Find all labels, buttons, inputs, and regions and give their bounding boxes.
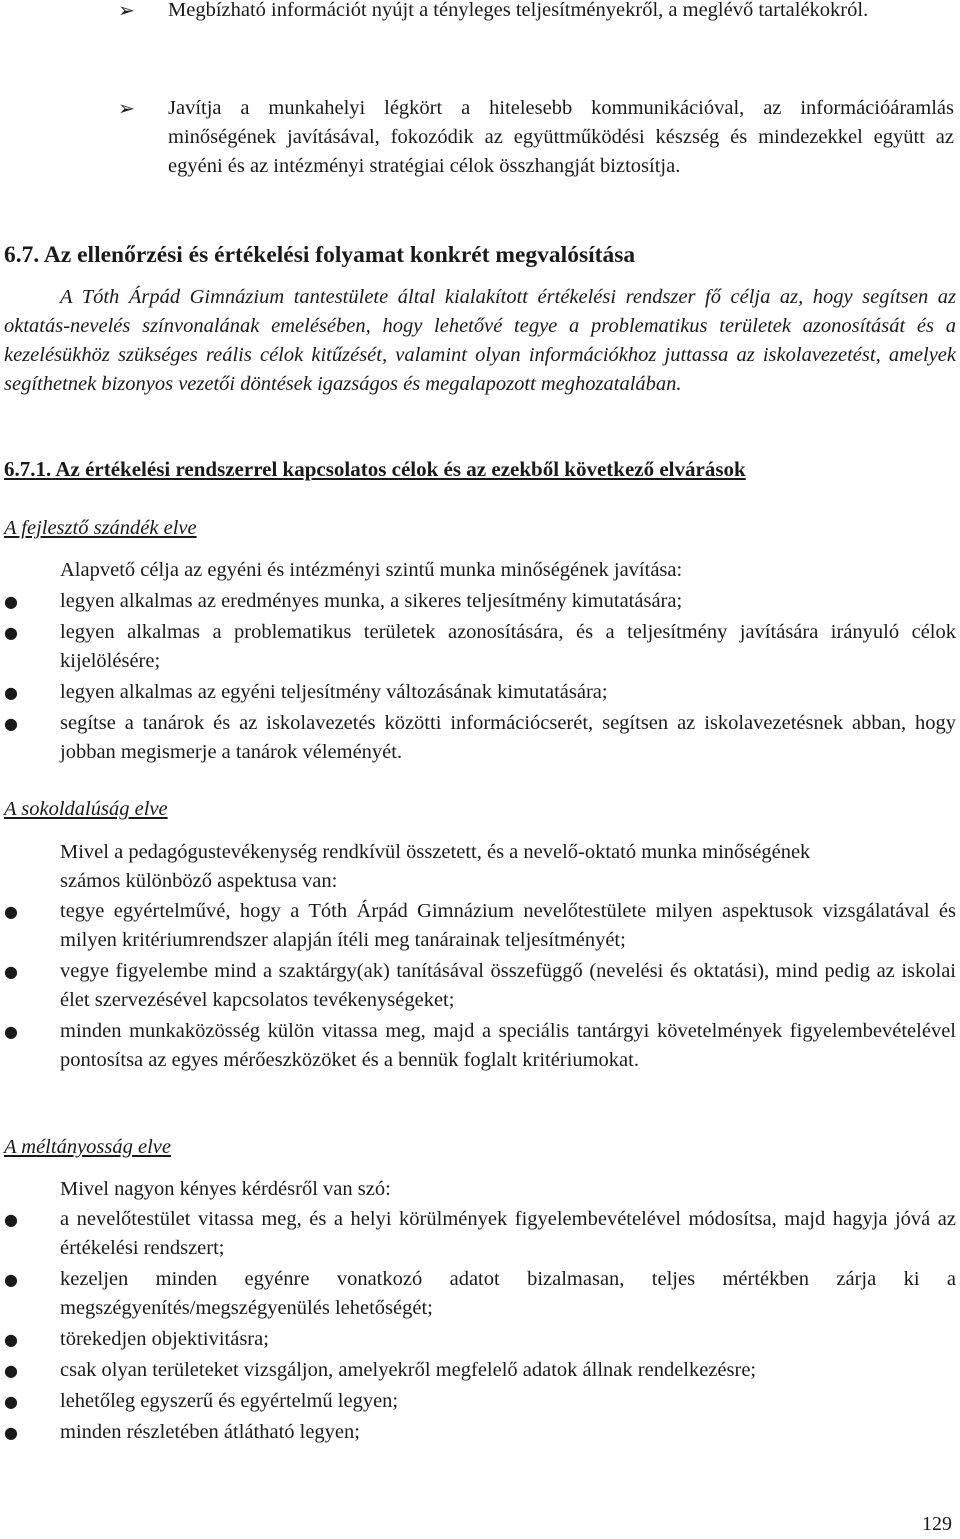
list-item: ● legyen alkalmas a problematikus területek azonosítására, és a teljesítmény javítására irányuló célok kijelölésére; — [0, 618, 956, 676]
bullet-dot-icon: ● — [4, 592, 18, 611]
principle-list — [0, 897, 956, 1075]
arrow-bullet-icon: ➢ — [118, 96, 135, 120]
principle-title: A méltányosság elve — [4, 1136, 171, 1158]
arrow-list-item — [118, 94, 954, 181]
arrow-list-item-text: Megbízható információt nyújt a tényleges teljesítményekről, a meglévő tartalékokról. — [168, 0, 869, 21]
subsection-number: 6.7.1. — [4, 457, 52, 481]
page-number: 129 — [922, 1513, 952, 1535]
principle-intro: Mivel nagyon kényes kérdésről van szó: — [60, 1178, 391, 1200]
list-item: ● kezeljen minden egyénre vonatkozó adatot bizalmasan, teljes mértékben zárja ki a megszégyenítés/megszégyenülés lehetőségét; — [0, 1265, 956, 1323]
bullet-dot-icon: ● — [4, 623, 18, 642]
arrow-bullet-icon: ➢ — [118, 0, 135, 22]
list-item: ● törekedjen objektivitásra; — [0, 1325, 956, 1354]
list-item: ● minden részletében átlátható legyen; — [0, 1418, 956, 1447]
list-item: ● vegye figyelembe mind a szaktárgy(ak) tanításával összefüggő (nevelési és oktatási), mind pedig az iskolai élet szervezésével kapcsolatos tevékenységeket; — [0, 957, 956, 1015]
list-item: ● a nevelőtestület vitassa meg, és a helyi körülmények figyelembevételével módosítsa, majd hagyja jóvá az értékelési rendszert; — [0, 1205, 956, 1263]
bullet-dot-icon: ● — [4, 962, 18, 981]
bullet-dot-icon: ● — [4, 1392, 18, 1411]
bullet-dot-icon: ● — [4, 1361, 18, 1380]
section-paragraph: A Tóth Árpád Gimnázium tantestülete által kialakított értékelési rendszer fő célja az, hogy segítsen az oktatás-nevelés színvonalának emelésében, hogy lehetővé tegye a problematikus területek azonosítását és a kezelésükhöz szükséges reális célok kitűzését, valamint olyan információkhoz juttassa az iskolavezetést, amelyek segíthetnek bizonyos vezetői döntések igazságos és megalapozott meghozatalában. — [4, 286, 956, 395]
list-item: ● tegye egyértelművé, hogy a Tóth Árpád Gimnázium nevelőtestülete milyen aspektusok vizsgálatával és milyen kritériumrendszer alapján ítéli meg tanárainak teljesítményét; — [0, 897, 956, 955]
subsection-heading — [4, 455, 960, 484]
bullet-dot-icon: ● — [4, 1423, 18, 1442]
bullet-dot-icon: ● — [4, 683, 18, 702]
list-item: ● legyen alkalmas az egyéni teljesítmény változásának kimutatására; — [0, 678, 956, 707]
bullet-dot-icon: ● — [4, 1022, 18, 1041]
subsection-title: Az értékelési rendszerrel kapcsolatos célok és az ezekből következő elvárások — [55, 457, 746, 481]
bullet-dot-icon: ● — [4, 902, 18, 921]
principle-title: A fejlesztő szándék elve — [4, 517, 197, 539]
arrow-list-item-text: Javítja a munkahelyi légkört a hitelesebb kommunikációval, az információáramlás minőségének javításával, fokozódik az együttműködési készség és mindezekkel együtt az egyéni és az intézményi stratégiai célok összhangját biztosítja. — [168, 97, 954, 177]
list-item: ● segítse a tanárok és az iskolavezetés közötti információcserét, segítsen az iskolavezetésnek abban, hogy jobban megismerje a tanárok véleményét. — [0, 709, 956, 767]
arrow-list-item — [118, 0, 954, 25]
bullet-dot-icon: ● — [4, 714, 18, 733]
list-item: ● minden munkaközösség külön vitassa meg, majd a speciális tantárgyi követelmények figyelembevételével pontosítsa az egyes mérőeszközöket és a bennük foglalt kritériumokat. — [0, 1017, 956, 1075]
bullet-dot-icon: ● — [4, 1270, 18, 1289]
list-item: ● lehetőleg egyszerű és egyértelmű legyen; — [0, 1387, 956, 1416]
principle-intro: Mivel a pedagógustevékenység rendkívül összetett, és a nevelő-oktató munka minőségének számos különböző aspektusa van: — [60, 841, 811, 892]
list-item: ● csak olyan területeket vizsgáljon, amelyekről megfelelő adatok állnak rendelkezésre; — [0, 1356, 956, 1385]
principle-intro: Alapvető célja az egyéni és intézményi szintű munka minőségének javítása: — [60, 559, 683, 581]
section-heading: 6.7. Az ellenőrzési és értékelési folyamat konkrét megvalósítása — [4, 242, 636, 268]
principle-list — [0, 1205, 956, 1447]
bullet-dot-icon: ● — [4, 1210, 18, 1229]
list-item: ● legyen alkalmas az eredményes munka, a sikeres teljesítmény kimutatására; — [0, 587, 956, 616]
principle-title: A sokoldalúság elve — [4, 798, 168, 820]
principle-list — [0, 587, 956, 767]
bullet-dot-icon: ● — [4, 1330, 18, 1349]
